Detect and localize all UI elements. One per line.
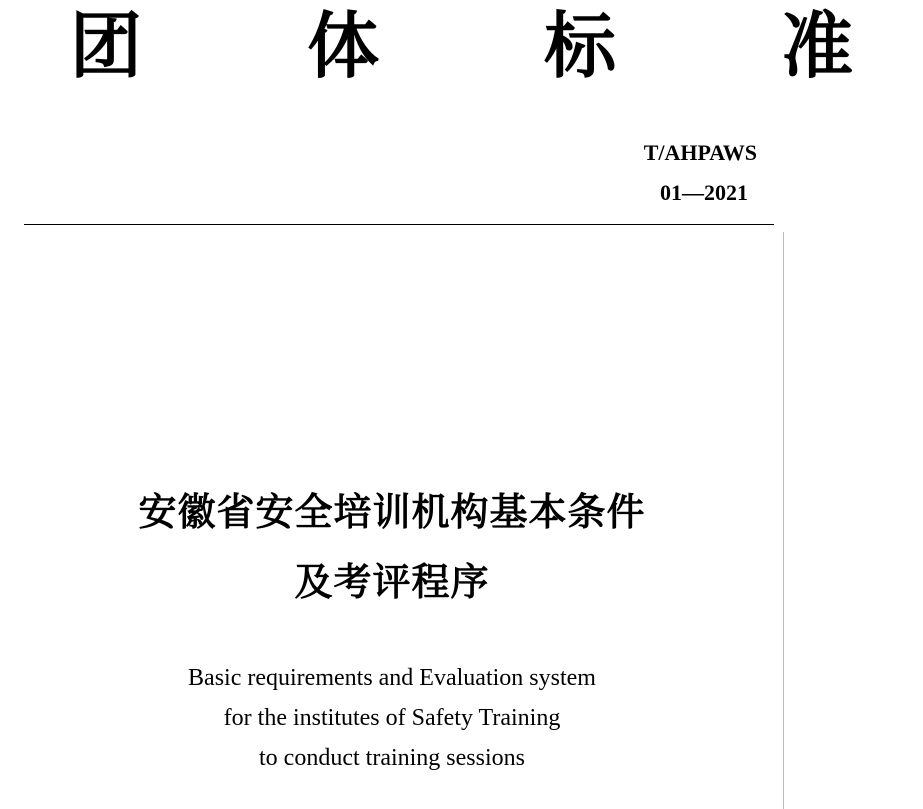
english-title-line-3: to conduct training sessions <box>259 745 525 771</box>
standard-code-prefix: T/AHPAWS <box>643 140 757 165</box>
chinese-title-line-2: 及考评程序 <box>294 560 490 604</box>
header-divider <box>24 224 774 225</box>
standard-code-number: 01—2021 <box>660 180 748 205</box>
chinese-title-line-1: 安徽省安全培训机构基本条件 <box>138 490 646 534</box>
english-title-line-1: Basic requirements and Evaluation system <box>188 665 596 691</box>
document-type-heading: 团 体 标 准 <box>70 4 923 88</box>
english-title-line-2: for the institutes of Safety Training <box>223 705 561 731</box>
